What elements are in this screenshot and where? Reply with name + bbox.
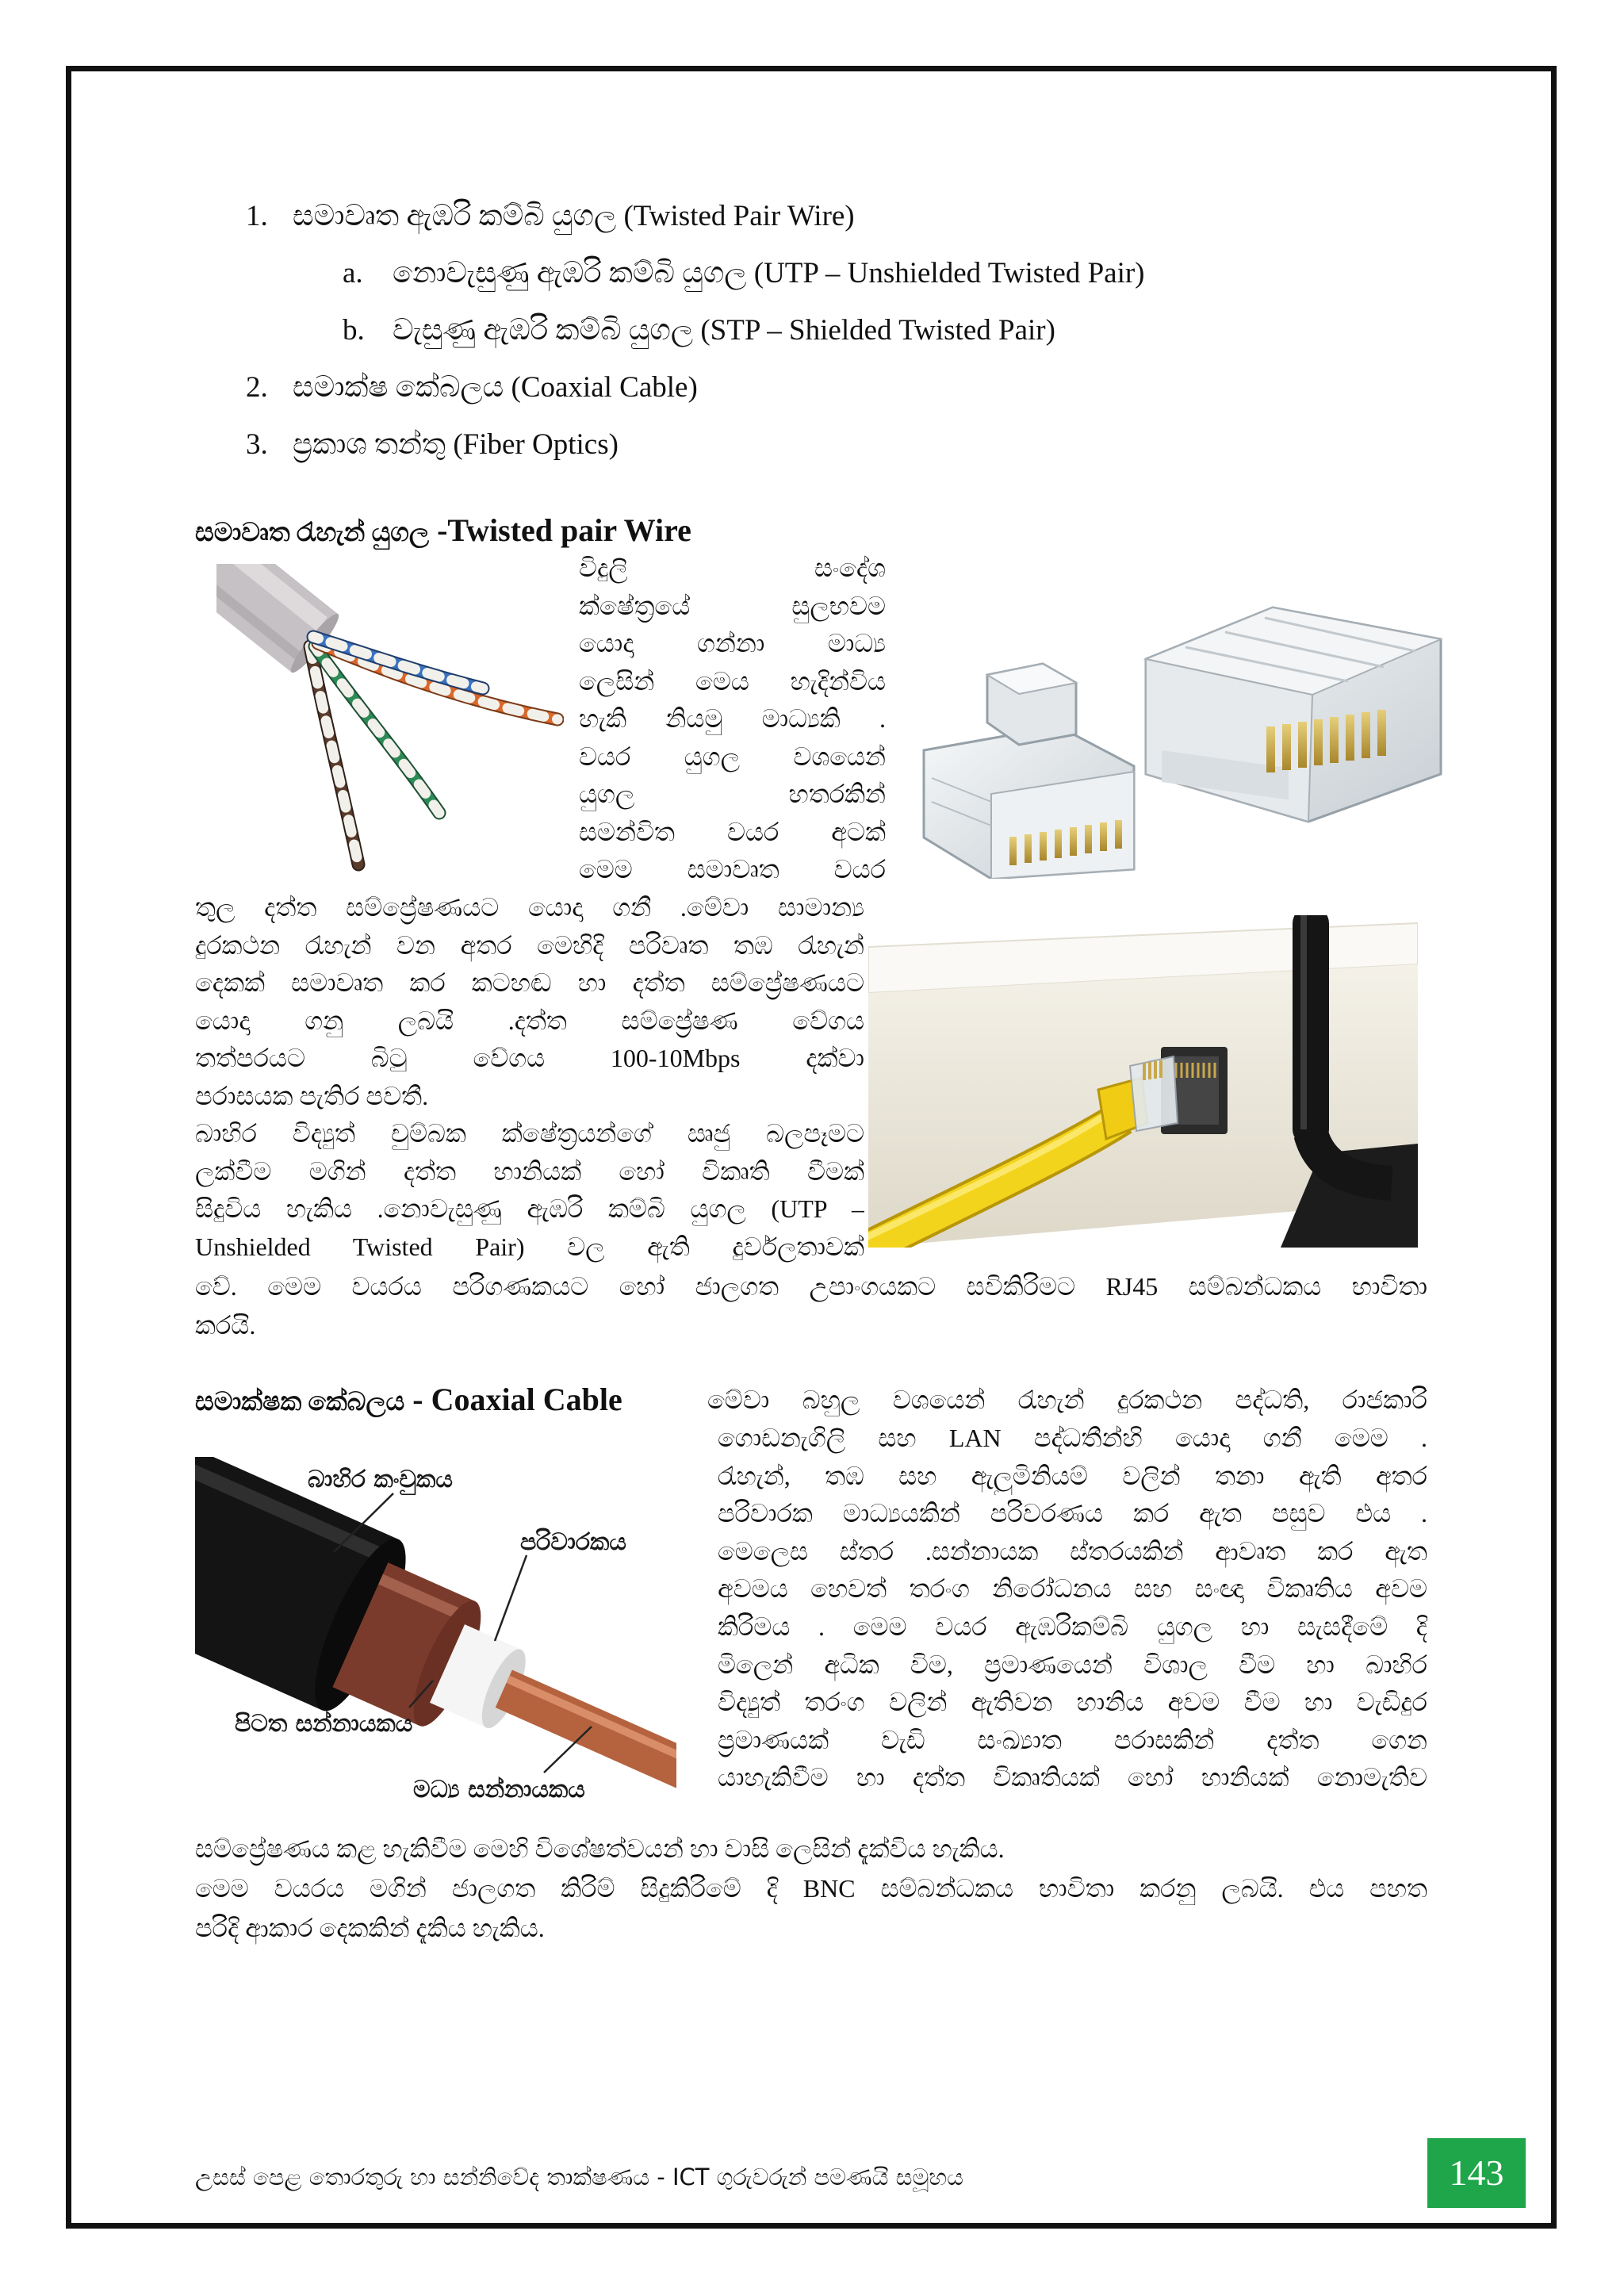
text-line: පරාසයක පැතිර පවතී. xyxy=(195,1081,429,1110)
text-line: බාහිර විද්‍යුත් චුම්බක ක්ෂේත්‍රයන්ගේ ඍජු බලපෑමට xyxy=(195,1119,864,1148)
text-line: අවමය හෙවත් තරංග නිරෝධනය සහ සංඥා විකෘතිය අවම xyxy=(718,1574,1427,1604)
text-line: සිදුවිය හැකිය .නොවැසුණු ඇඹරි කම්බි යුගල (UTP – xyxy=(195,1194,864,1223)
rj45-connectors-drawing xyxy=(908,564,1442,879)
text-line: ක්ෂේත්‍රයේ සුලභවම xyxy=(579,591,886,620)
text-line: දුරකථන රැහැන් වන අතර මෙහිදි පරිවෘත තඹ රැහැන් xyxy=(195,930,864,960)
text-line: ගොඩනැගිලි සහ LAN පද්ධතීන්හි යොදා ගනී මෙම . xyxy=(718,1424,1427,1452)
text-line: මේවා බහුල වශයෙන් රැහැන් දුරකථන පද්ධති, රාජකාරි xyxy=(707,1386,1427,1414)
list-number: 2. xyxy=(246,371,268,404)
label-outer-conductor: පිටත සන්නායකය xyxy=(235,1710,413,1738)
twisted-pair-full-text xyxy=(195,1267,1427,1345)
text-line: ලක්වීම මගින් දත්ත හානියක් හෝ විකෘති වීමක් xyxy=(195,1156,864,1186)
text-line: විද්‍යුත් තරංග වලින් ඇතිවන හානිය අවම වීම හා වැඩිදුර xyxy=(718,1688,1427,1717)
text-line: කිරිමය . මෙම වයර ඇඹරිකම්බි යුගල හා සැසදීමේ දි xyxy=(718,1612,1427,1641)
text-line: ලෙසින් මෙය හැදින්විය xyxy=(579,666,886,696)
text-line: මිලෙන් අධික විම, ප්‍රමාණයෙන් විශාල වීම හා බාහිර xyxy=(718,1650,1427,1679)
text-line: වේ. මෙම වයරය පරිගණකයට හෝ ජාලගත උපාංගයකට සවිකිරිමට RJ45 සම්බන්ධකය භාවිතා xyxy=(195,1272,1427,1301)
text-line: තත්පරයට බිටු වේගය 100-10Mbps දක්වා xyxy=(195,1044,864,1072)
footer-text: උසස් පෙළ තොරතුරු හා සන්නිවේද තාක්ෂණය - ICT ගුරුවරුන් පමණයි සමූහය xyxy=(195,2164,964,2191)
router-ethernet-drawing xyxy=(868,915,1418,1248)
list-item-text: වැසුණු ඇඹරි කම්බි යුගල (STP – Shielded Twisted Pair) xyxy=(393,314,1055,347)
page-number: 143 xyxy=(1427,2138,1526,2208)
text-line: පරිවාරක මාධ්‍යයකින් පරිවරණය කර ඇත පසුව එය . xyxy=(718,1499,1427,1528)
heading-english: -Twisted pair Wire xyxy=(429,512,691,548)
twisted-pair-cable-drawing xyxy=(216,564,564,879)
text-line: සමන්විත වයර අටක් xyxy=(579,817,886,846)
text-line: මෙම වයරය මගින් ජාලගත කිරිම් සිදුකිරිමේ දි BNC සම්බන්ධකය භාවිතා කරනු ලබයි. එය පහත xyxy=(195,1874,1427,1903)
coaxial-heading xyxy=(195,1380,622,1420)
rj45-connectors-image xyxy=(908,564,1442,879)
coaxial-heading-line-text xyxy=(707,1380,1427,1420)
label-outer-jacket: බාහිර කංචුකය xyxy=(308,1466,453,1493)
list-item-text: සමාක්ෂ කේබලය (Coaxial Cable) xyxy=(293,371,698,404)
text-line: යාහැකිවීම හා දත්ත විකෘතියක් හෝ හානියක් නොමැතිව xyxy=(718,1763,1427,1792)
text-line: හැකි නියමු මාධ්‍යකි . xyxy=(579,704,886,733)
list-number: b. xyxy=(343,314,365,347)
text-line: කරයි. xyxy=(195,1311,256,1340)
text-line: යොදා ගන්නා මාධ්‍ය xyxy=(579,629,886,657)
text-line: රැහැන්, තඹ සහ ඇලුමිනියම් වලින් තනා ඇති අතර xyxy=(718,1461,1427,1490)
list-item-text: සමාවෘත ඇඹරි කම්බි යුගල (Twisted Pair Wire) xyxy=(293,200,855,232)
list-item-text: නොවැසුණු ඇඹරි කම්බි යුගල (UTP – Unshielded Twisted Pair) xyxy=(393,257,1145,289)
text-line: සම්ප්‍රේෂණය කළ හැකිවීම මෙහි විශේෂත්වයන් හා වාසි ලෙසින් දැක්විය හැකිය. xyxy=(195,1834,1005,1863)
text-line: මෙම සමාවෘත වයර xyxy=(579,855,886,884)
text-line: යුගල හතරකින් xyxy=(579,780,886,808)
list-number: 1. xyxy=(246,200,268,232)
label-insulator: පරිවාරකය xyxy=(520,1528,626,1556)
heading-sinhala: සමාක්ෂක කේබලය xyxy=(195,1388,405,1416)
heading-english: - Coaxial Cable xyxy=(404,1382,622,1417)
label-center-conductor: මධ්‍ය සන්නායකය xyxy=(413,1776,585,1803)
router-ethernet-image xyxy=(868,915,1418,1248)
text-line: විදුලි සංදේශ xyxy=(579,554,886,582)
text-line: තුල දත්ත සම්ප්‍රේෂණයට යොදා ගනී .මේවා සාමාන්‍ය xyxy=(195,893,864,922)
twisted-pair-column-text xyxy=(579,550,886,889)
twisted-pair-body-text xyxy=(195,889,864,1266)
text-line: පරිදි ආකාර දෙකකින් දැකිය හැකිය. xyxy=(195,1914,545,1942)
text-line: දෙකක් සමාවෘත කර කටහඬ හා දත්ත සම්ප්‍රේෂණයට xyxy=(195,968,864,997)
coaxial-cable-image xyxy=(195,1457,676,1806)
text-line: ප්‍රමාණයක් වැඩි සංඛ්‍යාත පරාසකින් දත්ත ගෙන xyxy=(718,1725,1427,1754)
list-item-text: ප්‍රකාශ තන්තු (Fiber Optics) xyxy=(293,428,619,461)
coaxial-column-text xyxy=(718,1420,1427,1797)
twisted-pair-cable-image xyxy=(216,564,564,879)
text-line: Unshielded Twisted Pair) වල ඇති දුර්වලතාවක් xyxy=(195,1232,864,1261)
heading-sinhala: සමාවෘත රැහැන් යුගල xyxy=(195,519,430,547)
text-line: යොදා ගනු ලබයි .දත්ත සම්ප්‍රේෂණ වේගය xyxy=(195,1006,864,1035)
coaxial-full-text xyxy=(195,1829,1427,1948)
list-number: 3. xyxy=(246,428,268,461)
text-line: වයර යුගල වශයෙන් xyxy=(579,742,886,771)
text-line: මෙලෙස ස්තර .සන්නායක ස්තරයකින් ආවෘත කර ඇත xyxy=(718,1536,1427,1566)
twisted-pair-heading xyxy=(195,511,691,550)
coaxial-cable-drawing xyxy=(195,1457,676,1806)
list-number: a. xyxy=(343,257,363,289)
